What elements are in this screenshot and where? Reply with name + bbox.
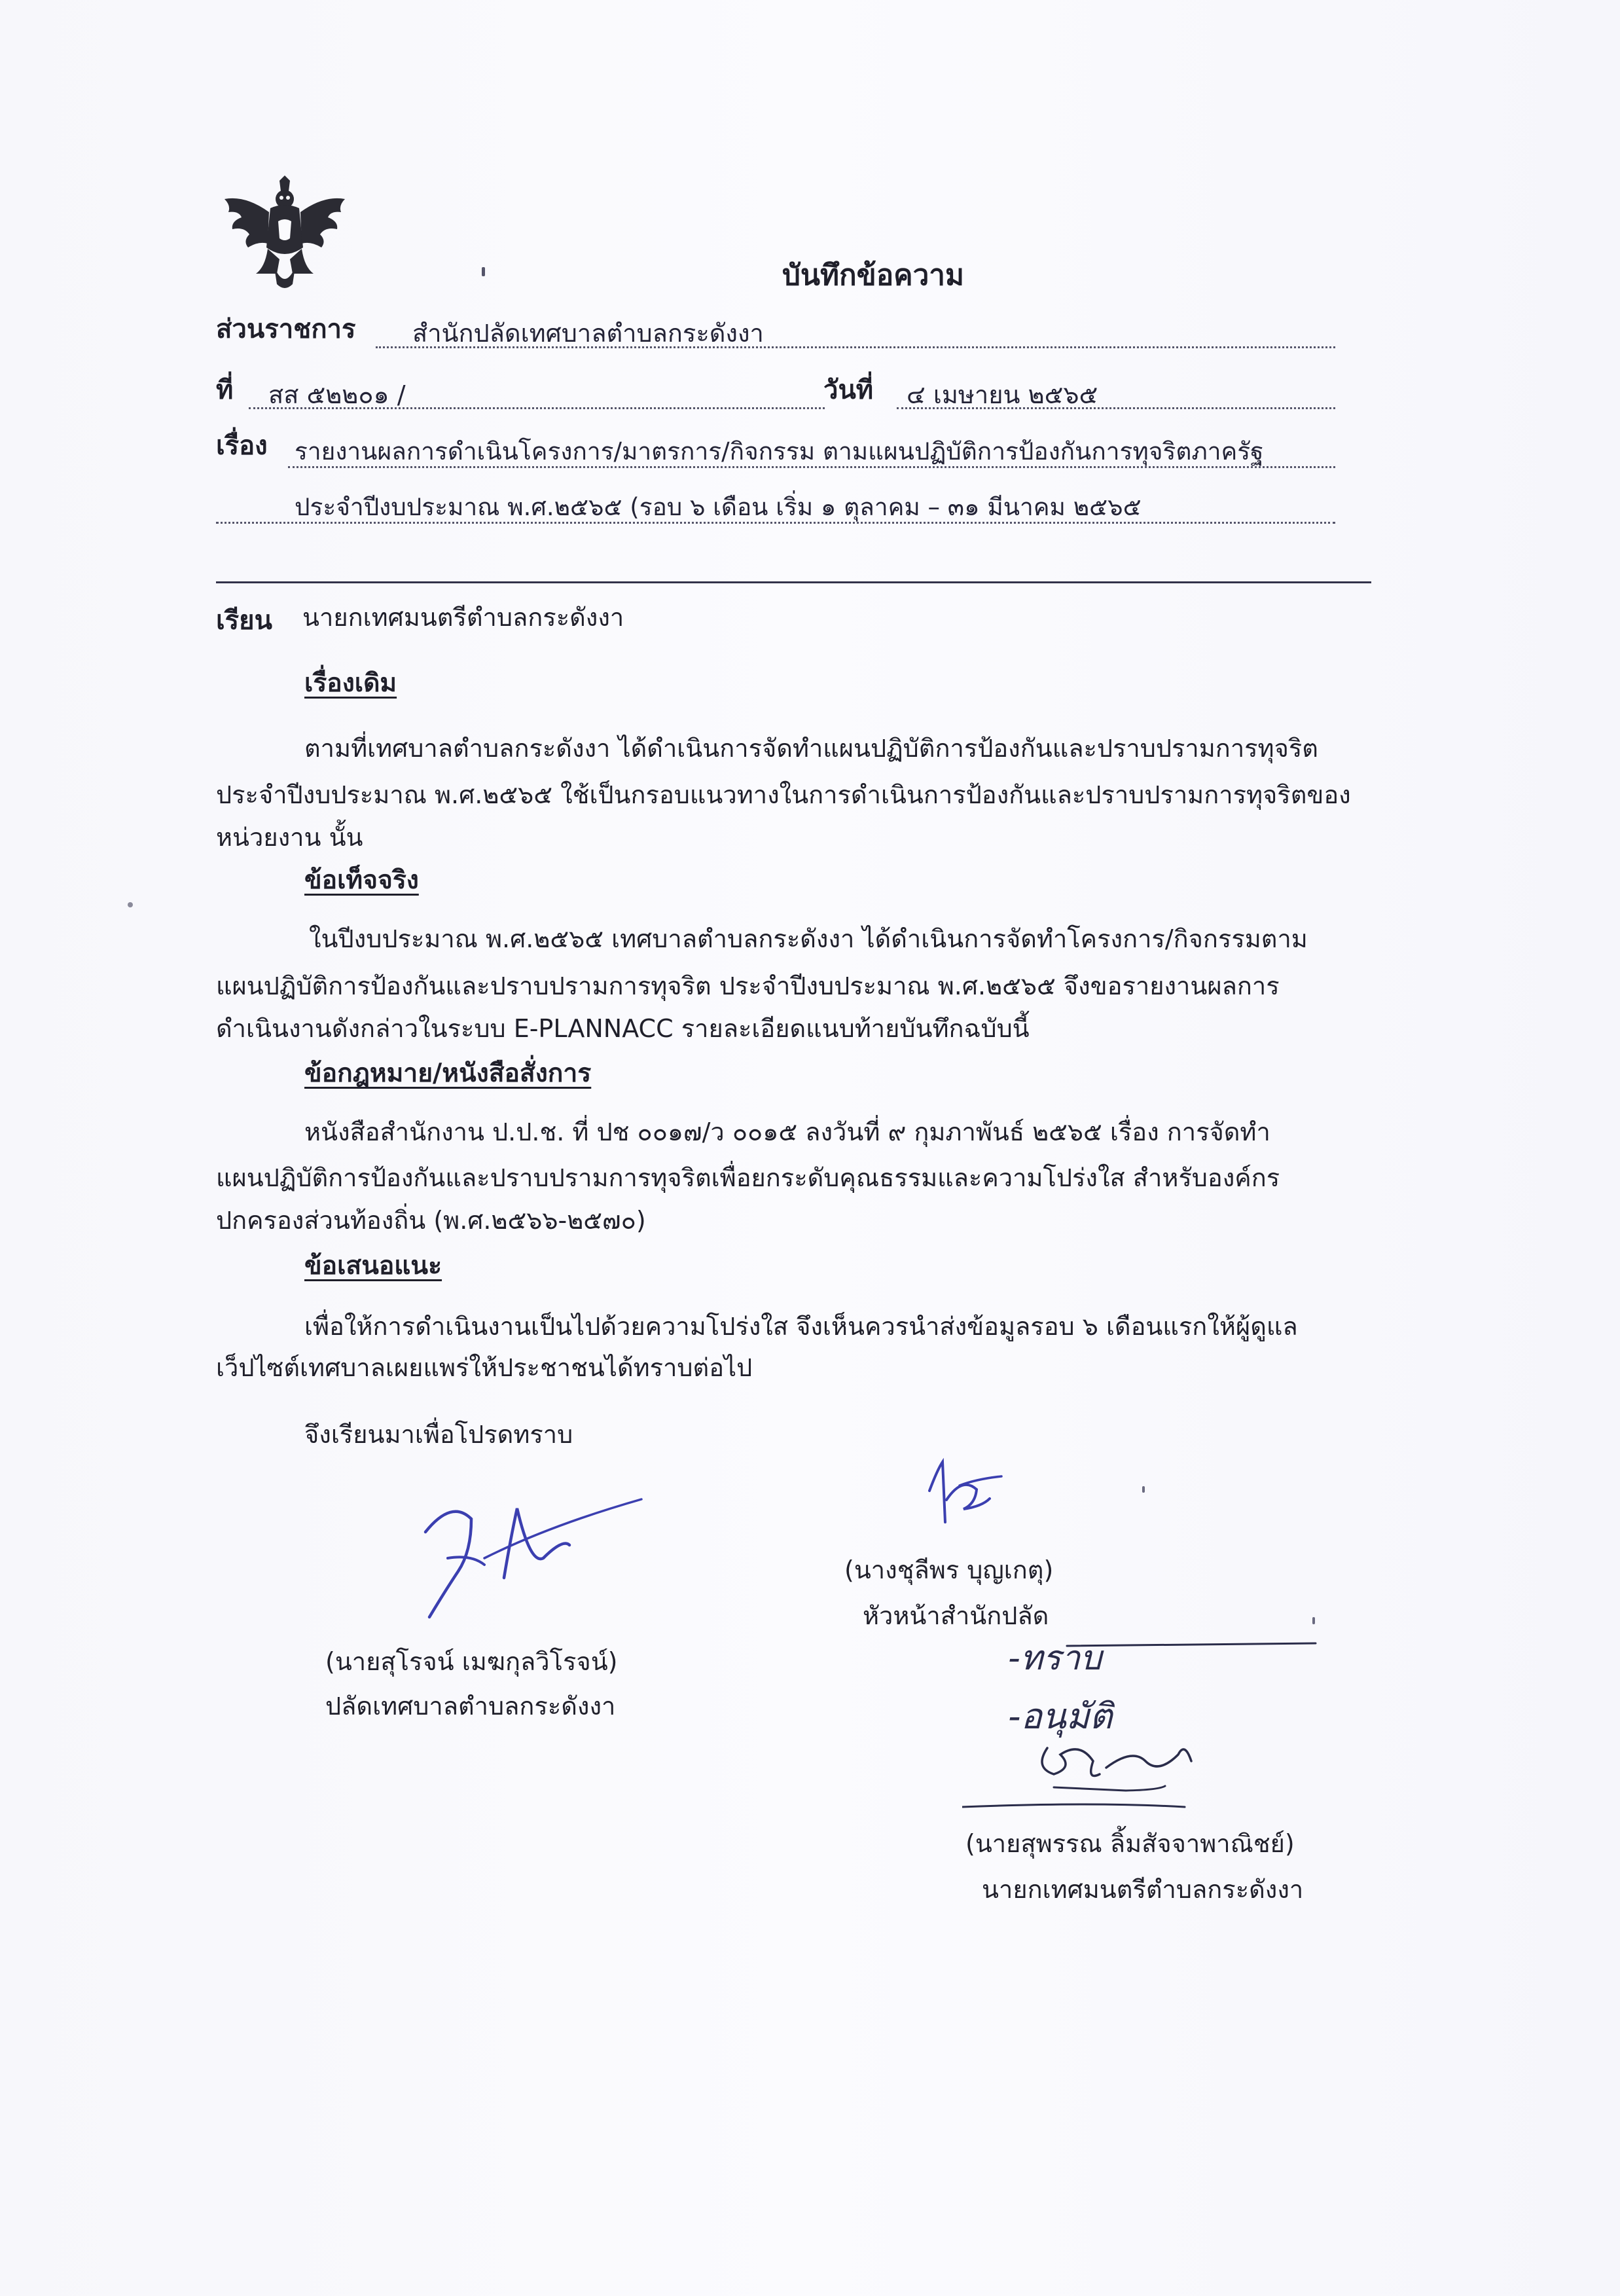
law-heading: ข้อกฎหมาย/หนังสือสั่งการ — [304, 1059, 592, 1088]
mayor-name: (นายสุพรรณ ลิ้มสัจจาพาณิชย์) — [965, 1829, 1295, 1858]
salutation-value: นายกเทศมนตรีตำบลกระดังงา — [302, 603, 624, 632]
law-line-2: แผนปฏิบัติการป้องกันและปราบปรามการทุจริตเพื่อยกระดับคุณธรรมและความโปร่งใส สำหรับองค์กร — [216, 1163, 1280, 1192]
background-heading: เรื่องเดิม — [304, 668, 397, 698]
subject-dotline-1 — [288, 466, 1335, 468]
clerk-title: ปลัดเทศบาลตำบลกระดังงา — [325, 1692, 616, 1721]
closing-text: จึงเรียนมาเพื่อโปรดทราบ — [304, 1420, 573, 1449]
subject-dotline-2 — [216, 522, 1335, 524]
ink-mark — [1142, 1486, 1145, 1493]
proposal-heading: ข้อเสนอแนะ — [304, 1251, 442, 1281]
date-label: วันที่ — [823, 375, 874, 405]
mayor-annotation-1: -ทราบ — [1008, 1639, 1102, 1678]
head-name: (นางชุลีพร บุญเกตุ) — [844, 1556, 1054, 1584]
clerk-signature-icon — [380, 1460, 655, 1624]
law-line-3: ปกครองส่วนท้องถิ่น (พ.ศ.๒๕๖๖-๒๕๗๐) — [216, 1206, 646, 1235]
mayor-title: นายกเทศมนตรีตำบลกระดังงา — [982, 1875, 1304, 1904]
header-divider — [216, 581, 1371, 583]
head-signature-icon — [903, 1450, 1034, 1539]
background-line-3: หน่วยงาน นั้น — [216, 823, 363, 852]
facts-line-3: ดำเนินงานดังกล่าวในระบบ E-PLANNACC รายละเอียดแนบท้ายบันทึกฉบับนี้ — [216, 1014, 1030, 1043]
subject-line-1: รายงานผลการดำเนินโครงการ/มาตรการ/กิจกรรม ตามแผนปฏิบัติการป้องกันการทุจริตภาครัฐ — [295, 437, 1264, 465]
department-dotline — [376, 346, 1335, 348]
salutation-label: เรียน — [216, 606, 272, 636]
facts-line-2: แผนปฏิบัติการป้องกันและปราบปรามการทุจริต ประจำปีงบประมาณ พ.ศ.๒๕๖๕ จึงขอรายงานผลการ — [216, 972, 1280, 1000]
facts-line-1: ในปีงบประมาณ พ.ศ.๒๕๖๕ เทศบาลตำบลกระดังงา ได้ดำเนินการจัดทำโครงการ/กิจกรรมตาม — [309, 924, 1308, 953]
ref-value: สส ๕๒๒๐๑ / — [268, 380, 406, 409]
background-line-2: ประจำปีงบประมาณ พ.ศ.๒๕๖๕ ใช้เป็นกรอบแนวทางในการดำเนินการป้องกันและปราบปรามการทุจริตของ — [216, 780, 1351, 809]
memo-title: บันทึกข้อความ — [782, 259, 965, 292]
facts-heading: ข้อเท็จจริง — [304, 866, 419, 895]
ref-label: ที่ — [216, 375, 234, 405]
proposal-line-1: เพื่อให้การดำเนินงานเป็นไปด้วยความโปร่งใส จึงเห็นควรนำส่งข้อมูลรอบ ๖ เดือนแรกให้ผู้ดูแล — [304, 1312, 1298, 1341]
garuda-emblem-icon — [219, 175, 350, 293]
ink-mark — [1312, 1617, 1315, 1624]
subject-line-2: ประจำปีงบประมาณ พ.ศ.๒๕๖๕ (รอบ ๖ เดือน เริ่ม ๑ ตุลาคม – ๓๑ มีนาคม ๒๕๖๕ — [295, 493, 1142, 521]
background-line-1: ตามที่เทศบาลตำบลกระดังงา ได้ดำเนินการจัดทำแผนปฏิบัติการป้องกันและปราบปรามการทุจริต — [304, 734, 1318, 763]
clerk-name: (นายสุโรจน์ เมฆกุลวิโรจน์) — [325, 1647, 618, 1676]
mayor-annotation-icon — [962, 1630, 1329, 1827]
date-dotline — [897, 407, 1335, 409]
department-value: สำนักปลัดเทศบาลตำบลกระดังงา — [412, 319, 764, 348]
ref-dotline — [249, 407, 825, 409]
ink-mark — [482, 267, 485, 276]
mayor-annotation-2: -อนุมัติ — [1008, 1696, 1113, 1737]
proposal-line-2: เว็ปไซต์เทศบาลเผยแพร่ให้ประชาชนได้ทราบต่อไป — [216, 1353, 753, 1382]
ink-mark — [128, 902, 133, 907]
head-title: หัวหน้าสำนักปลัด — [863, 1601, 1049, 1630]
date-value: ๔ เมษายน ๒๕๖๕ — [907, 380, 1098, 409]
department-label: ส่วนราชการ — [216, 314, 356, 344]
subject-label: เรื่อง — [216, 431, 268, 461]
law-line-1: หนังสือสำนักงาน ป.ป.ช. ที่ ปช ๐๐๑๗/ว ๐๐๑๕ ลงวันที่ ๙ กุมภาพันธ์ ๒๕๖๕ เรื่อง การจัดทำ — [304, 1118, 1270, 1146]
